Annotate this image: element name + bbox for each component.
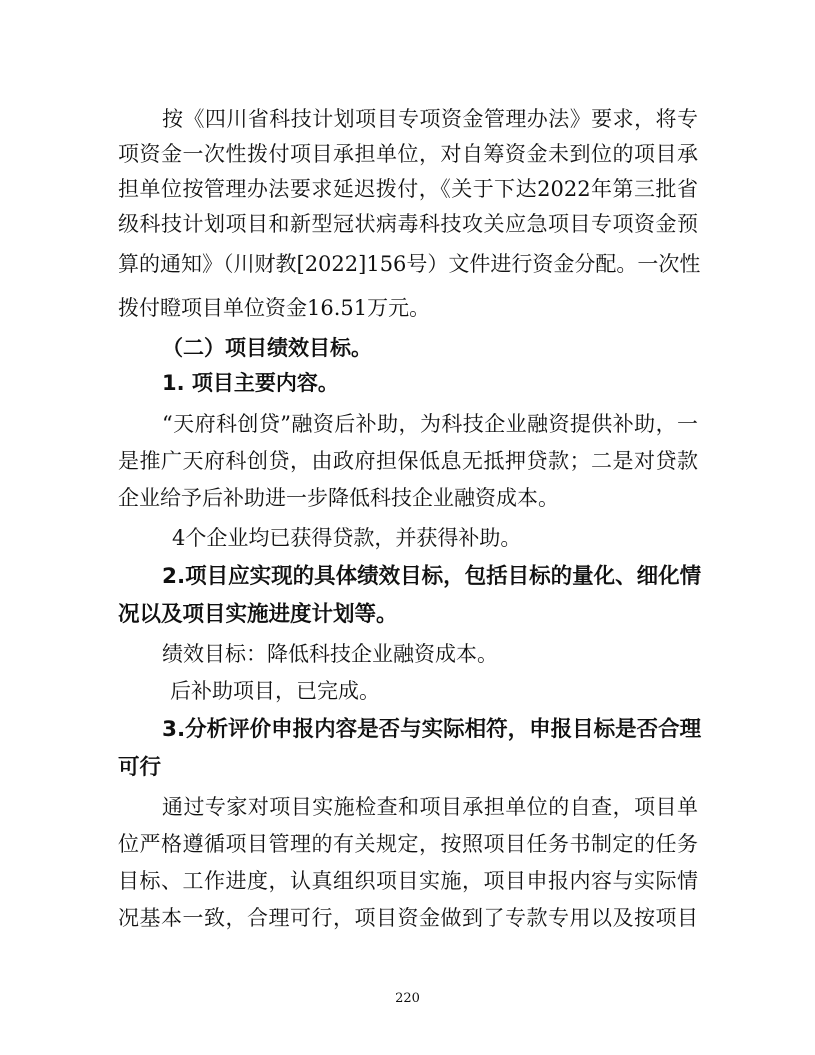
subheading-performance-targets: 2.项目应实现的具体绩效目标，包括目标的量化、细化情 — [162, 564, 702, 589]
paragraph-line: 位严格遵循项目管理的有关规定，按照项目任务书制定的任务 — [118, 832, 698, 856]
page-number: 220 — [395, 991, 420, 1006]
paragraph-line: 通过专家对项目实施检查和项目承担单位的自查，项目单 — [162, 795, 698, 819]
paragraph-line: 况基本一致，合理可行，项目资金做到了专款专用以及按项目 — [118, 906, 698, 930]
paragraph-line: 绩效目标：降低科技企业融资成本。 — [162, 642, 498, 666]
paragraph-line: 级科技计划项目和新型冠状病毒科技攻关应急项目专项资金预 — [118, 212, 698, 236]
paragraph-line: 企业给予后补助进一步降低科技企业融资成本。 — [118, 486, 559, 510]
subheading-performance-targets-continued: 况以及项目实施进度计划等。 — [118, 602, 398, 627]
paragraph-line: 拨付瞪项目单位资金16.51万元。 — [118, 296, 431, 320]
paragraph-line: 按《四川省科技计划项目专项资金管理办法》要求，将专 — [162, 107, 698, 131]
paragraph-line: 是推广天府科创贷，由政府担保低息无抵押贷款；二是对贷款 — [118, 449, 698, 473]
subheading-evaluation: 3.分析评价申报内容是否与实际相符，申报目标是否合理 — [162, 717, 702, 742]
section-heading-goals: （二）项目绩效目标。 — [162, 336, 372, 360]
subheading-main-content: 1. 项目主要内容。 — [162, 371, 339, 395]
paragraph-line: 项资金一次性拨付项目承担单位，对自筹资金未到位的项目承 — [118, 142, 698, 166]
paragraph-line: “天府科创贷”融资后补助，为科技企业融资提供补助，一 — [162, 412, 698, 436]
paragraph-line: 后补助项目，已完成。 — [170, 679, 380, 703]
paragraph-line: 4个企业均已获得贷款，并获得补助。 — [172, 526, 522, 550]
subheading-evaluation-continued: 可行 — [118, 755, 162, 780]
paragraph-line: 目标、工作进度，认真组织项目实施，项目申报内容与实际情 — [118, 869, 698, 893]
paragraph-line: 担单位按管理办法要求延迟拨付，《关于下达2022年第三批省 — [118, 177, 698, 201]
paragraph-line: 算的通知》（川财教[2022]156号）文件进行资金分配。一次性 — [118, 252, 701, 276]
